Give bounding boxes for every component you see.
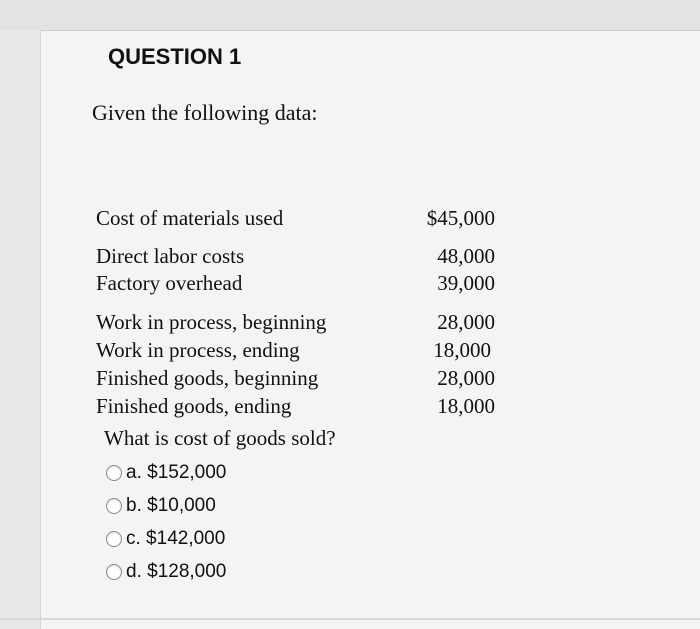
data-row-label: Work in process, ending: [96, 338, 300, 362]
answer-option-b[interactable]: [106, 493, 216, 519]
data-row-label: Cost of materials used: [96, 206, 284, 230]
radio-button-icon[interactable]: [106, 531, 122, 547]
answer-option-label: c. $142,000: [126, 528, 226, 549]
data-row-label: Direct labor costs: [96, 244, 245, 268]
data-row-value: 39,000: [437, 271, 495, 295]
data-row-value: 28,000: [437, 366, 495, 390]
top-bar: [0, 0, 700, 30]
answer-option-d[interactable]: [106, 559, 226, 585]
data-row-value: 28,000: [437, 310, 495, 334]
radio-button-icon[interactable]: [106, 564, 122, 580]
answer-option-a[interactable]: [106, 460, 226, 486]
data-row-label: Factory overhead: [96, 271, 243, 295]
data-row-value: 48,000: [437, 244, 495, 268]
answer-option-label: a. $152,000: [126, 462, 227, 483]
data-row-value: 18,000: [433, 338, 491, 362]
radio-button-icon[interactable]: [106, 465, 122, 481]
answer-option-label: d. $128,000: [126, 561, 227, 582]
radio-button-icon[interactable]: [106, 498, 122, 514]
question-intro: Given the following data:: [92, 100, 318, 125]
data-row-value: 18,000: [437, 394, 495, 418]
answer-option-label: b. $10,000: [126, 495, 216, 516]
data-row-value: $45,000: [426, 206, 495, 230]
divider: [0, 618, 700, 620]
question-prompt: What is cost of goods sold?: [104, 426, 336, 450]
question-title: QUESTION 1: [108, 44, 242, 69]
answer-option-c[interactable]: [106, 526, 225, 552]
data-row-label: Finished goods, beginning: [96, 366, 319, 390]
data-row-label: Finished goods, ending: [96, 394, 292, 418]
data-row-label: Work in process, beginning: [96, 310, 327, 334]
